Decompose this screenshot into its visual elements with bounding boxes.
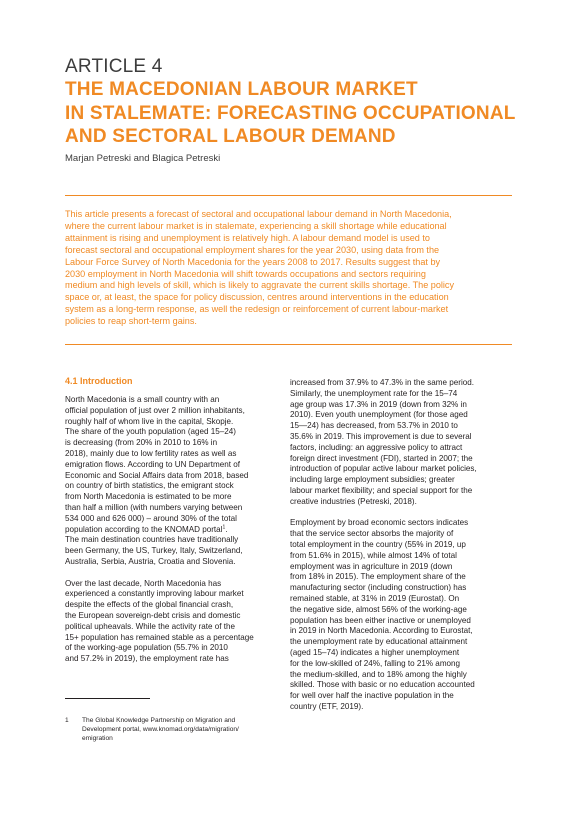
abstract-line: medium and high levels of skill, which is likely to aggravate the current skills shortage. The policy — [65, 280, 455, 291]
body-line: (aged 15–74) indicates a higher unemployment — [290, 647, 460, 657]
abstract-line: policies to reap short-term gains. — [65, 316, 197, 327]
body-line: despite the effects of the global financial crash, — [65, 600, 234, 610]
body-line: been Germany, the US, Turkey, Italy, Switzerland, — [65, 546, 243, 556]
body-line: Employment by broad economic sectors indicates — [290, 518, 469, 528]
body-line: the medium-skilled, and to 18% among the highly — [290, 669, 467, 679]
body-line: than half a million (with numbers varying between — [65, 502, 243, 512]
body-line: 15—24) has decreased, from 53.7% in 2010 to — [290, 421, 458, 431]
body-line: employment was in agriculture in 2019 (down — [290, 561, 453, 571]
body-line: in 2019 in North Macedonia. According to Eurostat, — [290, 626, 473, 636]
paragraph — [65, 579, 285, 665]
body-line: country (ETF, 2019). — [290, 701, 364, 711]
abstract-bottom-rule — [65, 344, 512, 345]
body-line: total employment in the country (55% in 2019, up — [290, 539, 466, 549]
body-line-with-footnote — [65, 525, 285, 536]
body-line: political upheavals. While the activity rate of the — [65, 621, 236, 631]
body-line: age group was 17.3% in 2019 (down from 32% in — [290, 399, 467, 409]
footnote-text — [82, 716, 239, 744]
body-line: 534 000 and 626 000) – around 30% of the total — [65, 513, 237, 523]
body-line: that the service sector absorbs the majority of — [290, 529, 454, 539]
body-line: 2018), mainly due to low fertility rates as well as — [65, 448, 237, 458]
body-line: for the low-skilled of 24%, falling to 21% among — [290, 658, 461, 668]
body-line: 2010). Even youth unemployment (for those aged — [290, 410, 468, 420]
paragraph — [65, 395, 285, 568]
left-column — [65, 375, 285, 665]
footnote-marker: 1 — [222, 523, 226, 530]
body-line: Similarly, the unemployment rate for the 15–74 — [290, 388, 458, 398]
body-line: The main destination countries have traditionally — [65, 535, 239, 545]
paragraph-gap — [65, 568, 285, 579]
body-line: skilled. Those with basic or no education accounted — [290, 680, 475, 690]
abstract-line: system as a long-term response, as well the redesign or reinforcement of current labour-market — [65, 304, 449, 315]
abstract-top-rule — [65, 195, 512, 196]
body-line: 35.6% in 2019. This improvement is due to several — [290, 431, 472, 441]
right-column — [290, 378, 515, 713]
section-heading: 4.1 Introduction — [65, 376, 133, 386]
body-line: introduction of popular active labour market policies, — [290, 464, 477, 474]
paragraph — [290, 518, 515, 712]
body-line: foreign direct investment (FDI), started in 2007; the — [290, 453, 473, 463]
body-line: factors, including: an aggressive policy to attract — [290, 442, 463, 452]
footnote-number: 1 — [65, 717, 69, 724]
body-line: is decreasing (from 20% in 2010 to 16% in — [65, 438, 218, 448]
body-line: and 57.2% in 2019), the employment rate has — [65, 654, 229, 664]
body-line: the unemployment rate by educational attainment — [290, 637, 468, 647]
abstract-line: This article presents a forecast of sectoral and occupational labour demand in North Macedonia, — [65, 209, 452, 219]
footnote-line: emigration — [82, 735, 113, 743]
body-line: Over the last decade, North Macedonia has — [65, 578, 222, 588]
body-line: Australia, Serbia, Austria, Croatia and Slovenia. — [65, 556, 236, 566]
body-line: for well over half the inactive population in the — [290, 691, 454, 701]
body-line: of the working-age population (55.7% in 2010 — [65, 643, 228, 653]
title-line: IN STALEMATE: FORECASTING OCCUPATIONAL — [65, 102, 516, 124]
body-line: from 18% in 2015). The employment share of the — [290, 572, 466, 582]
body-line: on country of birth statistics, the emigrant stock — [65, 481, 234, 491]
abstract-line: forecast sectoral and occupational employment shares for the year 2030, using data from the — [65, 244, 440, 255]
body-line: population according to the KNOMAD portal — [65, 524, 223, 534]
body-line: manufacturing sector (including construction) has — [290, 583, 467, 593]
abstract — [65, 209, 515, 328]
body-line: labour market flexibility; and special support for the — [290, 485, 473, 495]
body-line: creative industries (Petreski, 2018). — [290, 496, 417, 506]
body-line: 15+ population has remained stable as a percentage — [65, 632, 254, 642]
body-line: emigration flows. According to UN Department of — [65, 459, 240, 469]
authors: Marjan Petreski and Blagica Petreski — [65, 153, 221, 164]
body-line: from North Macedonia is estimated to be more — [65, 492, 232, 502]
article-title — [65, 78, 535, 149]
body-line: from 51.6% in 2015), while almost 14% of total — [290, 550, 457, 560]
title-line: AND SECTORAL LABOUR DEMAND — [65, 126, 396, 147]
body-line: including large employment subsidies; greater — [290, 475, 455, 485]
body-line: remained stable, at 31% in 2019 (Eurostat). On — [290, 593, 460, 603]
body-line: The share of the youth population (aged 15–24) — [65, 427, 236, 437]
body-line: Economic and Social Affairs data from 2018, based — [65, 470, 249, 480]
body-line: increased from 37.9% to 47.3% in the same period. — [290, 378, 475, 387]
footnote-line: The Global Knowledge Partnership on Migration and — [82, 717, 236, 724]
punctuation: . — [225, 524, 228, 534]
footnote-rule — [65, 698, 150, 699]
body-line: official population of just over 2 million inhabitants, — [65, 405, 245, 415]
abstract-line: space or, at least, the space for policy discussion, centres around interventions in the education — [65, 292, 449, 303]
abstract-line: Labour Force Survey of North Macedonia for the years 2008 to 2017. Results suggest that by — [65, 256, 441, 267]
body-line: the negative side, almost 56% of the working-age — [290, 604, 467, 614]
body-line: experienced a constantly improving labour market — [65, 589, 244, 599]
body-line: population has been either inactive or unemployed — [290, 615, 471, 625]
title-line: THE MACEDONIAN LABOUR MARKET — [65, 79, 418, 100]
abstract-line: 2030 employment in North Macedonia will shift towards occupations and sectors requiring — [65, 268, 426, 279]
body-line: the European sovereign-debt crisis and domestic — [65, 610, 241, 620]
abstract-line: attainment is rising and unemployment is relatively high. A labour demand model is used to — [65, 232, 430, 243]
body-line: roughly half of whom live in the capital, Skopje. — [65, 416, 234, 426]
footnote-line: Development portal, www.knomad.org/data/migration/ — [82, 726, 239, 734]
paragraph — [290, 378, 515, 508]
article-label: ARTICLE 4 — [65, 56, 163, 77]
paragraph-gap — [290, 508, 515, 519]
body-line: North Macedonia is a small country with an — [65, 395, 220, 404]
abstract-line: where the current labour market is in stalemate, experiencing a skill shortage while educational — [65, 220, 447, 231]
